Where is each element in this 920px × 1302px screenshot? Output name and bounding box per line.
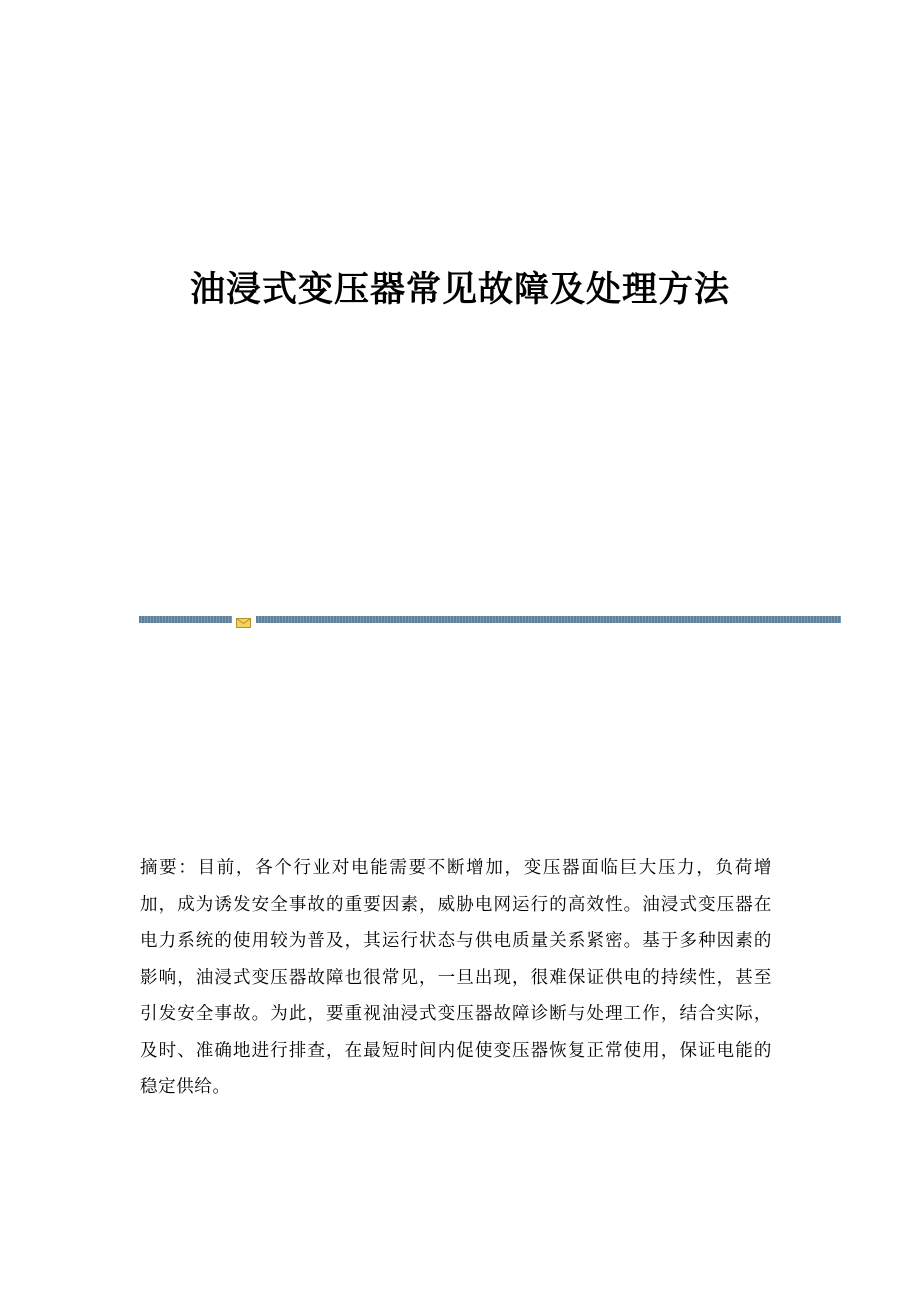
section-divider [139,614,841,626]
page-title: 油浸式变压器常见故障及处理方法 [189,269,730,310]
divider-bar-right [256,616,841,623]
envelope-ornament-icon [236,614,251,626]
divider-bar-left [139,616,232,623]
abstract-paragraph [140,850,772,1106]
abstract-label: 摘要： [140,858,198,878]
abstract-text: 目前，各个行业对电能需要不断增加，变压器面临巨大压力，负荷增加，成为诱发安全事故的重要因素，威胁电网运行的高效性。油浸式变压器在电力系统的使用较为普及，其运行状态与供电质量关系紧密。基于多种因素的影响，油浸式变压器故障也很常见，一旦出现，很难保证供电的持续性，甚至引发安全事故。为此，要重视油浸式变压器故障诊断与处理工作，结合实际，及时、准确地进行排查，在最短时间内促使变压器恢复正常使用，保证电能的稳定供给。 [140,858,772,1097]
